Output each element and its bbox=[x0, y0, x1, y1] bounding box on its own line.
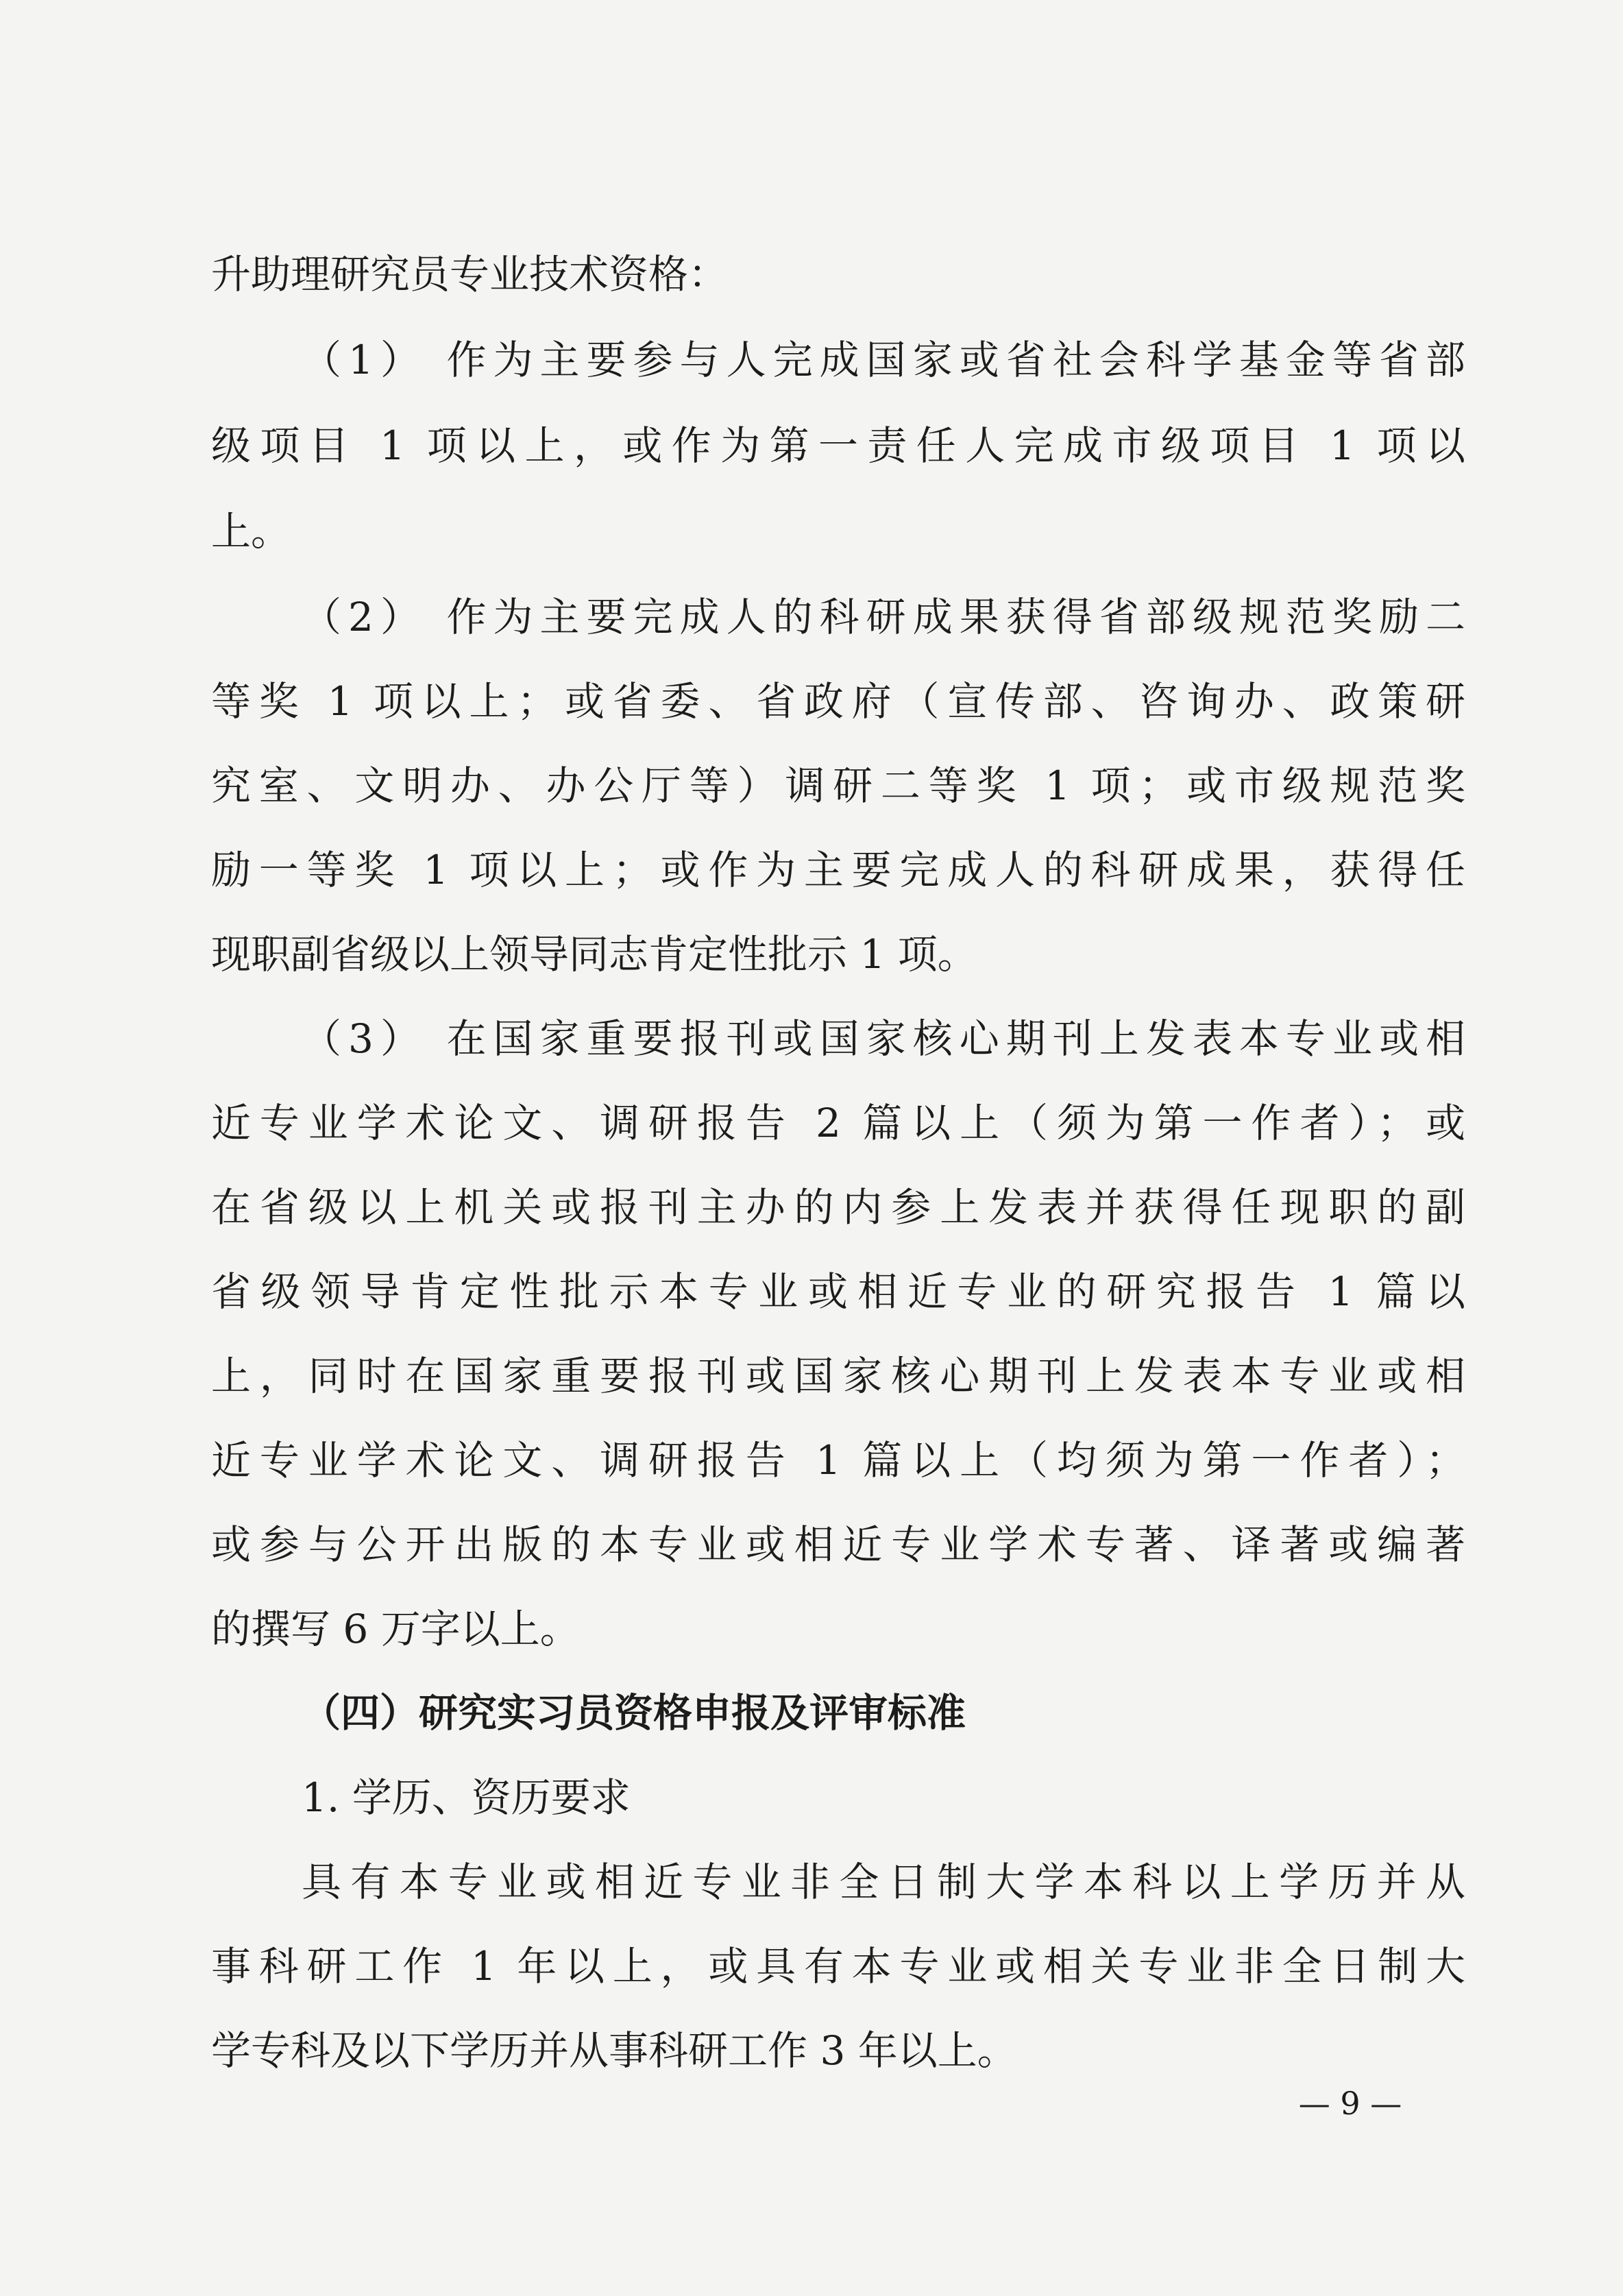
text-line: 具有本专业或相近专业非全日制大学本科以上学历并从 bbox=[302, 1859, 1465, 1905]
text-line: 究室、文明办、办公厅等）调研二等奖 1 项；或市级规范奖 bbox=[211, 762, 1465, 809]
section-heading: （四）研究实习员资格申报及评审标准 bbox=[302, 1691, 966, 1736]
text-line: （1） 作为主要参与人完成国家或省社会科学基金等省部 bbox=[302, 337, 1465, 383]
text-line: 现职副省级以上领导同志肯定性批示 1 项。 bbox=[211, 931, 977, 978]
text-line: 或参与公开出版的本专业或相近专业学术专著、译著或编著 bbox=[211, 1521, 1465, 1568]
text-line: 近专业学术论文、调研报告 1 篇以上（均须为第一作者）； bbox=[211, 1437, 1465, 1484]
text-line: 近专业学术论文、调研报告 2 篇以上（须为第一作者）；或 bbox=[211, 1100, 1465, 1146]
text-line: 上，同时在国家重要报刊或国家核心期刊上发表本专业或相 bbox=[211, 1353, 1465, 1399]
text-line: 等奖 1 项以上；或省委、省政府（宣传部、咨询办、政策研 bbox=[211, 678, 1465, 725]
text-line: 学专科及以下学历并从事科研工作 3 年以上。 bbox=[211, 2027, 1017, 2074]
subsection-heading: 1. 学历、资历要求 bbox=[302, 1774, 631, 1821]
text-line: 励一等奖 1 项以上；或作为主要完成人的科研成果，获得任 bbox=[211, 847, 1465, 893]
text-line: （3） 在国家重要报刊或国家核心期刊上发表本专业或相 bbox=[302, 1015, 1465, 1062]
text-line: 的撰写 6 万字以上。 bbox=[211, 1606, 580, 1652]
text-line: 级项目 1 项以上，或作为第一责任人完成市级项目 1 项以 bbox=[211, 422, 1465, 469]
text-line: 上。 bbox=[211, 508, 291, 555]
text-line: （2） 作为主要完成人的科研成果获得省部级规范奖励二 bbox=[302, 594, 1465, 640]
text-line: 省级领导肯定性批示本专业或相近专业的研究报告 1 篇以 bbox=[211, 1268, 1465, 1315]
page-number: — 9 — bbox=[1298, 2085, 1402, 2122]
text-line: 事科研工作 1 年以上，或具有本专业或相关专业非全日制大 bbox=[211, 1943, 1465, 1990]
text-line: 在省级以上机关或报刊主办的内参上发表并获得任现职的副 bbox=[211, 1184, 1465, 1231]
text-line: 升助理研究员专业技术资格： bbox=[211, 251, 729, 298]
